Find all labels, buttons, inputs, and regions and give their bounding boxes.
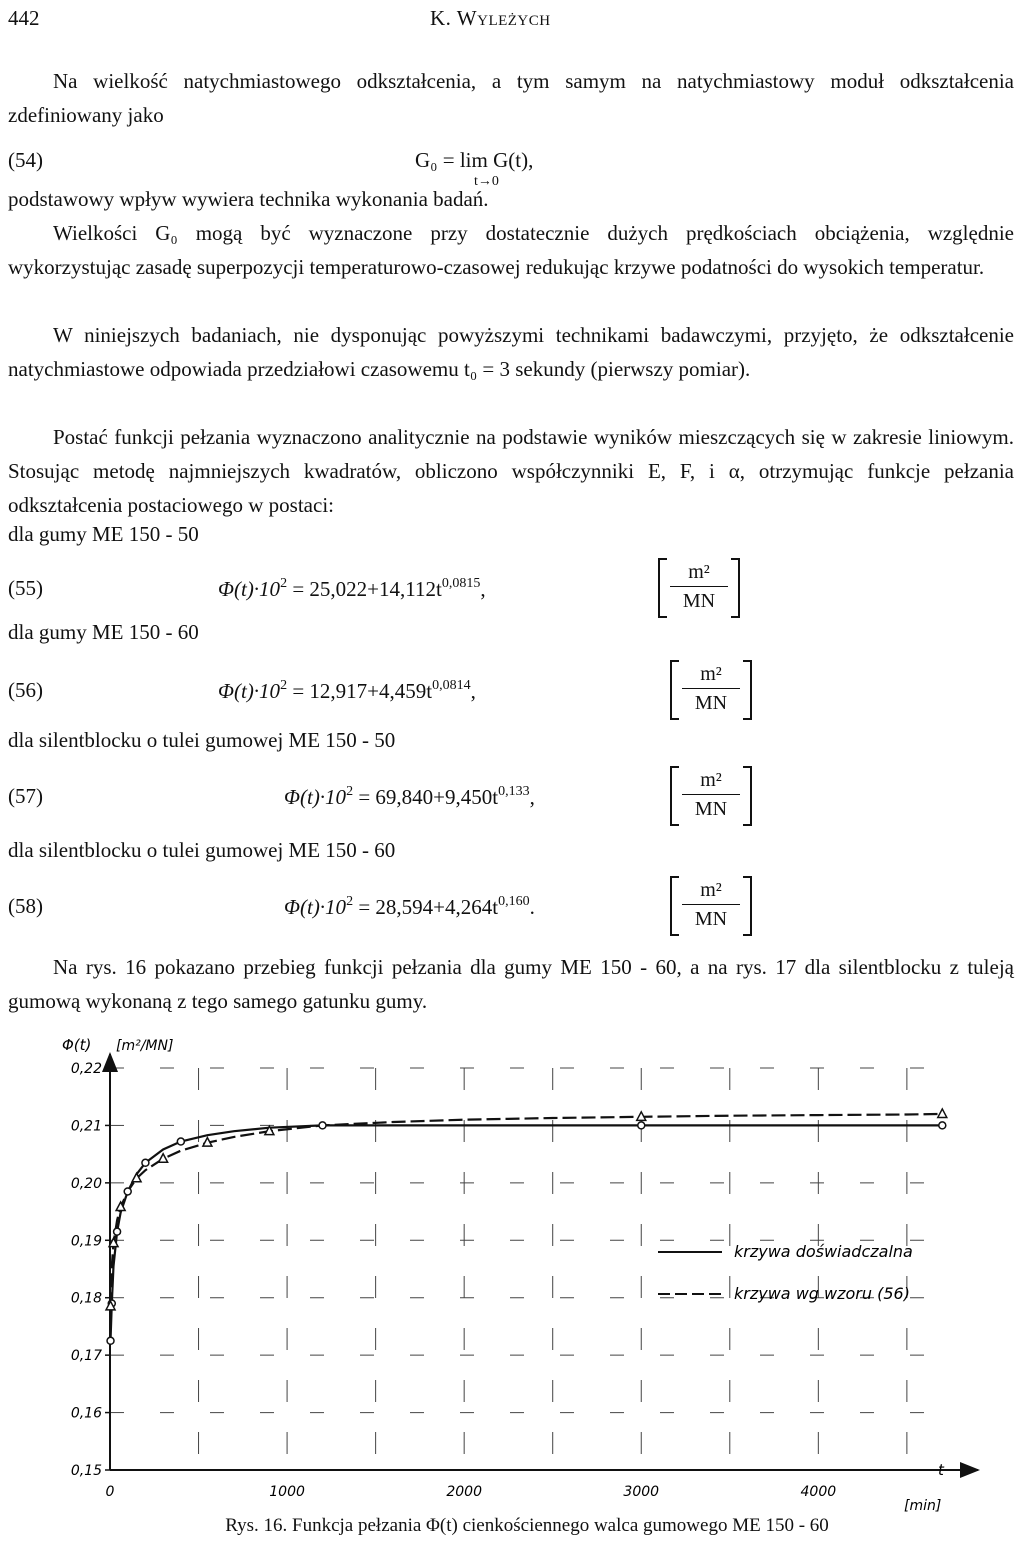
- equation-rhs: = 69,840+9,450t: [353, 785, 499, 809]
- creep-function-chart: [0, 1020, 1024, 1512]
- unit-bracket: [658, 558, 740, 616]
- paragraph-4: W niniejszych badaniach, nie dysponując powyższymi technikami badawczymi, przyjęto, że odkształcenie natychmiastowe odpowiada przedziałowi czasowemu t₀ = 3 sekundy (pierwszy pomiar).: [8, 323, 1014, 381]
- paragraph-5: Postać funkcji pełzania wyznaczono analitycznie na podstawie wyników mieszczących się w zakresie liniowym. Stosując metodę najmniejszych kwadratów, obliczono współczynniki E, F, i α, otrzymując funkcje pełzania odkształcenia postaciowego w postaci:: [8, 425, 1014, 517]
- data-point-triangle: [938, 1109, 947, 1118]
- equation-rhs: = 25,022+14,112t: [287, 577, 442, 601]
- data-point-circle: [107, 1337, 114, 1344]
- x-axis-label: t: [938, 1461, 944, 1479]
- y-tick-label: 0,17: [70, 1348, 102, 1365]
- equation-number: (54): [8, 148, 43, 172]
- series-line-2: [111, 1114, 943, 1306]
- legend-label-2: krzywa wg wzoru (56): [734, 1284, 910, 1303]
- equation-expression: [284, 894, 535, 920]
- unit-bracket: [670, 660, 752, 718]
- unit-bracket: [670, 766, 752, 824]
- figure-caption: Rys. 16. Funkcja pełzania Φ(t) cienkościennego walca gumowego ME 150 - 60: [225, 1515, 829, 1536]
- equation-end: .: [529, 895, 535, 919]
- unit-numerator: m²: [700, 879, 722, 901]
- axes: [110, 1054, 978, 1470]
- equation-expression: [218, 678, 476, 704]
- data-point-circle: [939, 1122, 946, 1129]
- page-number: 442: [8, 6, 40, 30]
- series: [111, 1114, 943, 1341]
- paragraph-6: Na rys. 16 pokazano przebieg funkcji pełzania dla gumy ME 150 - 60, a na rys. 17 dla silentblocku z tuleją gumową wykonaną z tego samego gatunku gumy.: [8, 955, 1014, 1013]
- equation-57: [8, 766, 1024, 826]
- series-line-1: [111, 1125, 943, 1340]
- equation-55: [8, 558, 1024, 618]
- data-point-circle: [142, 1159, 149, 1166]
- data-point-circle: [124, 1188, 131, 1195]
- paragraph-3: Wielkości G₀ mogą być wyznaczone przy dostatecznie dużych prędkościach obciążenia, względnie wykorzystując zasadę superpozycji temperaturowo-czasowej redukując krzywe podatności do wysokich temperatur.: [8, 221, 1014, 279]
- equation-58: [8, 876, 1024, 936]
- y-axis-unit: [m²/MN]: [116, 1038, 174, 1054]
- unit-numerator: m²: [688, 561, 710, 583]
- paragraph-2: podstawowy wpływ wywiera technika wykonania badań.: [8, 187, 489, 211]
- y-tick-label: 0,15: [70, 1463, 102, 1479]
- equation-number: (55): [8, 576, 43, 600]
- paragraph-1: Na wielkość natychmiastowego odkształcenia, a tym samym na natychmiastowy moduł odkształcenia zdefiniowany jako: [8, 69, 1014, 127]
- x-tick-label: 3000: [623, 1484, 660, 1500]
- y-tick-label: 0,22: [70, 1061, 102, 1077]
- equation-label: dla silentblocku o tulei gumowej ME 150 - 50: [8, 728, 396, 752]
- equation-exponent: 0,0814: [432, 678, 471, 693]
- x-axis-unit: [min]: [904, 1498, 942, 1512]
- y-tick-label: 0,16: [70, 1405, 102, 1422]
- data-point-circle: [177, 1138, 184, 1145]
- author-header: K. Wyleżych: [430, 6, 551, 30]
- limit-subscript: t→0: [474, 174, 499, 189]
- equation-exponent: 0,133: [498, 784, 530, 799]
- data-point-circle: [638, 1122, 645, 1129]
- equation-lhs: Φ(t)·10: [218, 577, 281, 601]
- x-tick-label: 0: [105, 1484, 115, 1500]
- equation-expression: [284, 784, 535, 810]
- unit-denominator: MN: [694, 798, 728, 820]
- equation-end: ,: [480, 577, 486, 601]
- equation-label: dla silentblocku o tulei gumowej ME 150 - 60: [8, 838, 396, 862]
- equation-rhs: = 12,917+4,459t: [287, 679, 433, 703]
- x-tick-label: 1000: [269, 1484, 305, 1500]
- equation-lhs-exponent: 2: [346, 894, 354, 909]
- equation-exponent: 0,160: [498, 894, 530, 909]
- equation-lhs-exponent: 2: [346, 784, 354, 799]
- equation-label: dla gumy ME 150 - 50: [8, 522, 199, 546]
- equation-expression: G₀ = lim G(t),: [415, 148, 534, 172]
- y-tick-label: 0,21: [70, 1118, 102, 1135]
- y-axis-label: Φ(t): [62, 1036, 92, 1054]
- equation-end: ,: [529, 785, 535, 809]
- data-point-triangle: [159, 1154, 168, 1163]
- equation-lhs: Φ(t)·10: [284, 785, 347, 809]
- running-header: [0, 6, 1024, 36]
- tick-labels: [71, 1061, 836, 1500]
- data-point-circle: [319, 1122, 326, 1129]
- equation-exponent: 0,0815: [441, 576, 481, 591]
- y-tick-label: 0,20: [70, 1175, 102, 1192]
- unit-numerator: m²: [700, 663, 722, 685]
- legend: [658, 1242, 913, 1303]
- unit-numerator: m²: [700, 769, 722, 791]
- data-point-circle: [114, 1228, 121, 1235]
- equation-lhs-exponent: 2: [280, 576, 288, 591]
- equation-label: dla gumy ME 150 - 60: [8, 620, 199, 644]
- equation-lhs: Φ(t)·10: [218, 679, 281, 703]
- equation-number: (56): [8, 678, 43, 702]
- equation-lhs-exponent: 2: [280, 678, 288, 693]
- unit-denominator: MN: [694, 692, 728, 714]
- data-markers: [106, 1109, 947, 1344]
- grid-lines: [110, 1068, 960, 1470]
- equation-rhs: = 28,594+4,264t: [353, 895, 499, 919]
- equation-expression: [218, 576, 486, 602]
- y-tick-label: 0,19: [70, 1233, 102, 1250]
- unit-denominator: MN: [682, 590, 716, 612]
- equation-end: ,: [470, 679, 476, 703]
- x-tick-label: 2000: [446, 1484, 482, 1500]
- unit-bracket: [670, 876, 752, 934]
- equation-56: [8, 660, 1024, 720]
- legend-label-1: krzywa doświadczalna: [734, 1242, 913, 1261]
- equation-lhs: Φ(t)·10: [284, 895, 347, 919]
- equation-number: (57): [8, 784, 43, 808]
- unit-denominator: MN: [694, 908, 728, 930]
- equation-number: (58): [8, 894, 43, 918]
- y-tick-label: 0,18: [70, 1290, 102, 1307]
- x-tick-label: 4000: [800, 1484, 837, 1500]
